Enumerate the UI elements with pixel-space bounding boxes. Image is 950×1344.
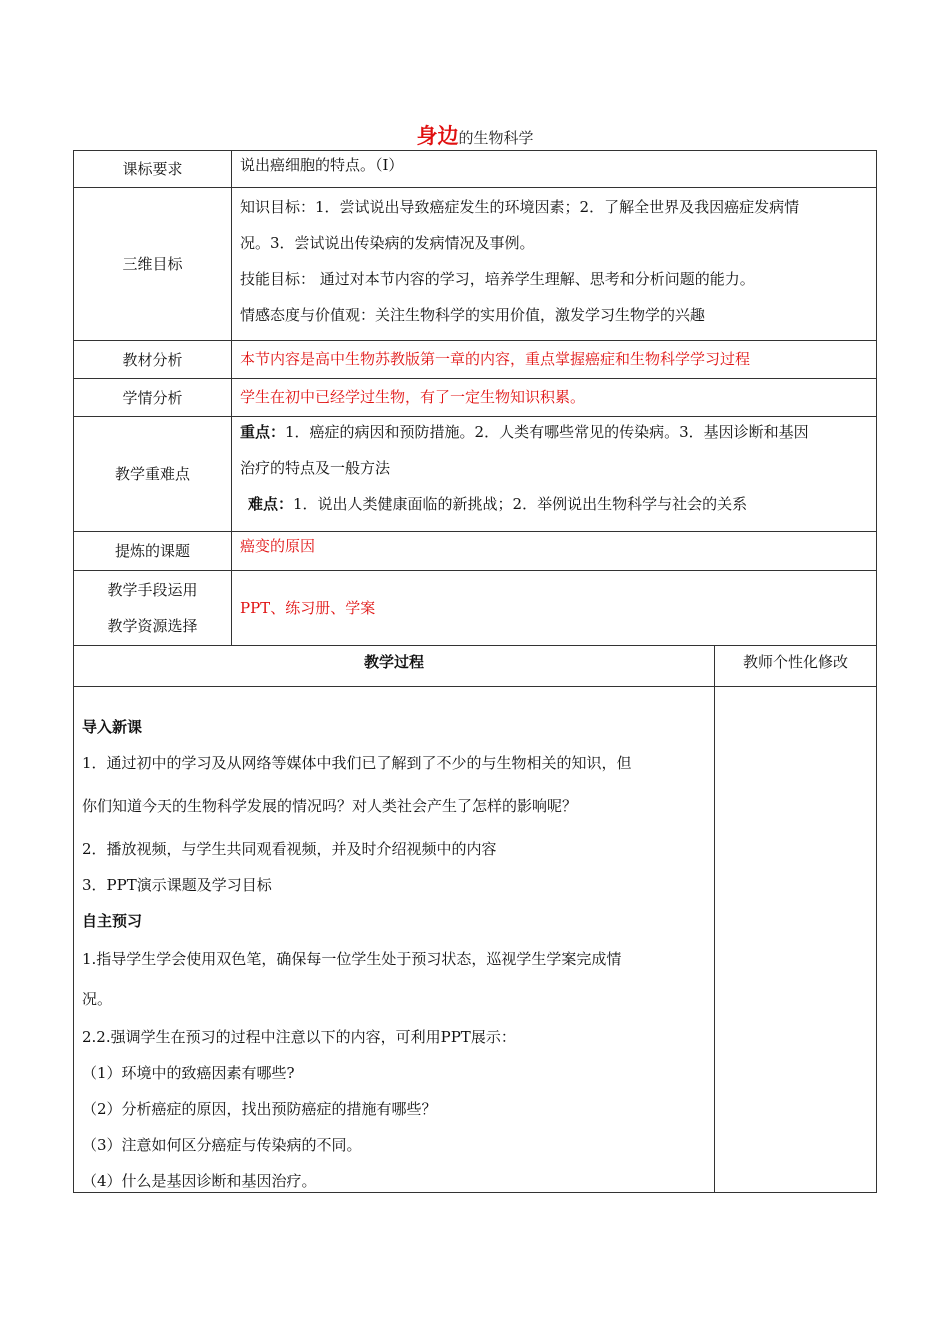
sanwei-line-3: 技能目标： 通过对本节内容的学习，培养学生理解、思考和分析问题的能力。 <box>240 270 755 288</box>
zhongdian-line-2: 治疗的特点及一般方法 <box>240 459 391 477</box>
nandian-label: 难点： <box>248 495 294 513</box>
nandian-text: 1．说出人类健康面临的新挑战；2．举例说出生物科学与社会的关系 <box>293 495 748 513</box>
sanwei-line-2: 况。3．尝试说出传染病的发病情况及事例。 <box>240 234 535 252</box>
label-sanwei: 三维目标 <box>74 188 232 340</box>
label-shouduan-1: 教学手段运用 <box>107 581 198 599</box>
intro-line-3: 2．播放视频，与学生共同观看视频，并及时介绍视频中的内容 <box>82 840 497 858</box>
label-keti: 提炼的课题 <box>74 532 232 570</box>
value-sanwei <box>240 189 868 340</box>
preview-line-4: （1）环境中的致癌因素有哪些? <box>82 1064 295 1082</box>
preview-line-2: 况。 <box>82 990 113 1008</box>
sanwei-line-4: 情感态度与价值观：关注生物科学的实用价值，激发学习生物学的兴趣 <box>240 306 706 324</box>
intro-line-4: 3．PPT演示课题及学习目标 <box>82 876 272 894</box>
intro-line-1: 1．通过初中的学习及从网络等媒体中我们已了解到了不少的与生物相关的知识，但 <box>82 754 632 772</box>
section-title-preview: 自主预习 <box>82 912 143 930</box>
document-title <box>0 124 950 150</box>
header-process: 教学过程 <box>363 653 424 671</box>
row-jiaocai <box>74 341 876 379</box>
preview-line-7: （4）什么是基因诊断和基因治疗。 <box>82 1172 317 1190</box>
value-kebiao: 说出癌细胞的特点。（I） <box>240 156 404 174</box>
value-zhongnan <box>240 414 868 531</box>
preview-line-1: 1.指导学生学会使用双色笔，确保每一位学生处于预习状态，巡视学生学案完成情 <box>82 950 622 968</box>
label-kebiao: 课标要求 <box>74 151 232 187</box>
value-xueqing: 学生在初中已经学过生物，有了一定生物知识积累。 <box>240 388 586 406</box>
zhongdian-line-1 <box>240 414 868 450</box>
process-content <box>82 709 712 1199</box>
row-keti <box>74 532 876 571</box>
section-title-intro: 导入新课 <box>82 718 143 736</box>
process-divider <box>714 645 715 1192</box>
header-teacher-notes: 教师个性化修改 <box>742 653 848 671</box>
label-xueqing: 学情分析 <box>74 379 232 416</box>
preview-line-5: （2）分析癌症的原因，找出预防癌症的措施有哪些？ <box>82 1100 437 1118</box>
zhongdian-label: 重点： <box>240 423 286 441</box>
title-highlight: 身边 <box>416 123 459 148</box>
value-keti: 癌变的原因 <box>240 537 316 555</box>
title-rest: 的生物科学 <box>458 129 534 147</box>
label-zhongnan: 教学重难点 <box>74 417 232 531</box>
preview-line-3: 2.2.强调学生在预习的过程中注意以下的内容，可利用PPT展示： <box>82 1028 516 1046</box>
value-jiaocai: 本节内容是高中生物苏教版第一章的内容，重点掌握癌症和生物科学学习过程 <box>240 350 751 368</box>
sanwei-line-1: 知识目标：1．尝试说出导致癌症发生的环境因素；2．了解全世界及我因癌症发病情 <box>240 198 800 216</box>
value-shouduan: PPT、练习册、学案 <box>240 599 376 617</box>
label-shouduan <box>74 571 232 645</box>
row-xueqing <box>74 379 876 417</box>
preview-line-6: （3）注意如何区分癌症与传染病的不同。 <box>82 1136 362 1154</box>
nandian-line <box>240 486 868 522</box>
label-shouduan-2: 教学资源选择 <box>107 617 198 635</box>
intro-line-2: 你们知道今天的生物科学发展的情况吗？对人类社会产生了怎样的影响呢？ <box>82 797 578 815</box>
label-jiaocai: 教材分析 <box>74 341 232 378</box>
row-zhongnan <box>74 417 876 532</box>
row-sanwei <box>74 188 876 341</box>
row-kebiao <box>74 151 876 188</box>
row-shouduan <box>74 571 876 645</box>
zhongdian-text: 1．癌症的病因和预防措施。2．人类有哪些常见的传染病。3．基因诊断和基因 <box>285 423 809 441</box>
process-table <box>73 645 877 1193</box>
info-table <box>73 150 877 646</box>
process-header <box>74 645 876 687</box>
